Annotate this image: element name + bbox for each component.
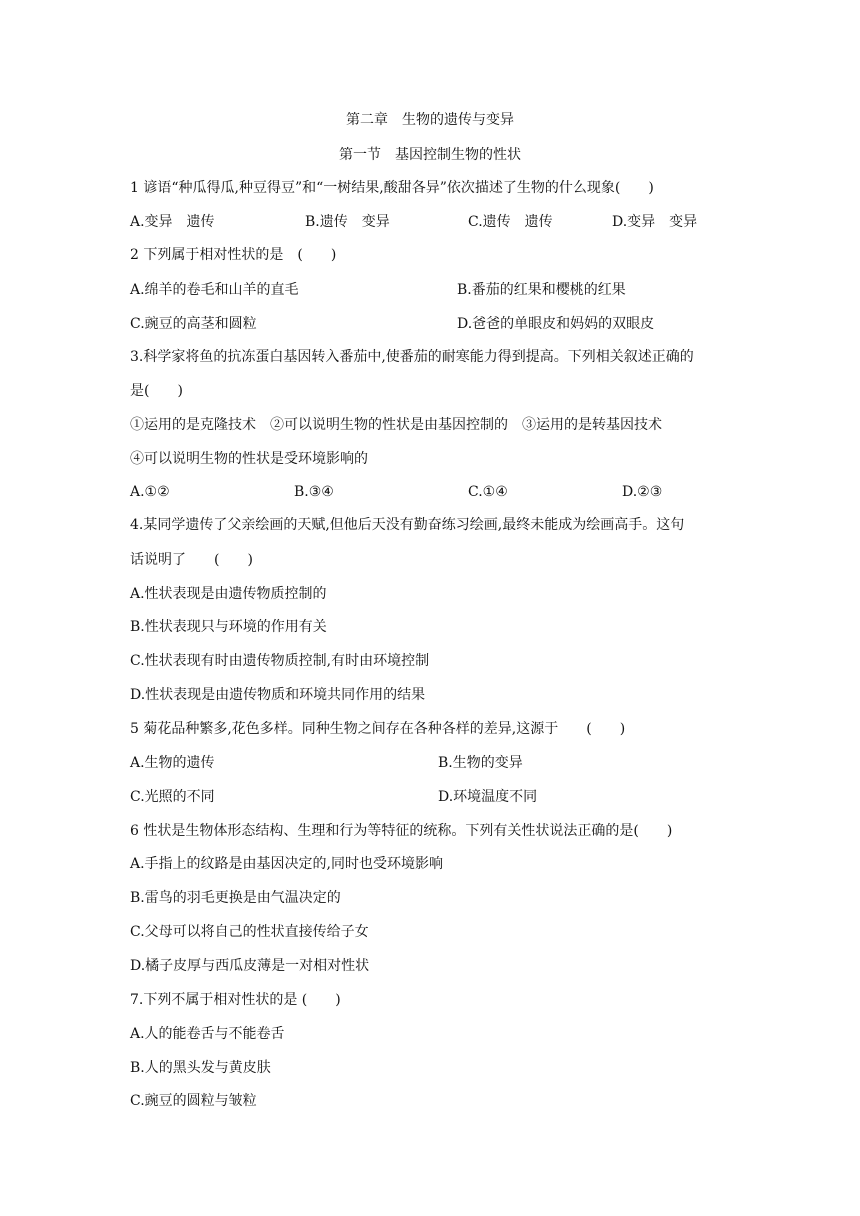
q1-option-b: B.遗传 变异 bbox=[305, 214, 390, 230]
question-6-stem: 6 性状是生物体形态结构、生理和行为等特征的统称。下列有关性状说法正确的是( ) bbox=[130, 823, 673, 839]
q6-option-b: B.雷鸟的羽毛更换是由气温决定的 bbox=[130, 890, 341, 906]
q6-option-c: C.父母可以将自己的性状直接传给子女 bbox=[130, 924, 369, 940]
question-5-stem: 5 菊花品种繁多,花色多样。同种生物之间存在各种各样的差异,这源于 ( ) bbox=[130, 721, 626, 737]
q7-option-c: C.豌豆的圆粒与皱粒 bbox=[130, 1093, 257, 1109]
q2-option-d: D.爸爸的单眼皮和妈妈的双眼皮 bbox=[457, 316, 655, 332]
q4-option-b: B.性状表现只与环境的作用有关 bbox=[130, 619, 327, 635]
q3-option-a: A.①② bbox=[130, 484, 170, 500]
q3-option-c: C.①④ bbox=[468, 484, 508, 500]
question-3-stem-line-2: 是( ) bbox=[130, 383, 183, 399]
question-7-stem: 7.下列不属于相对性状的是 ( ) bbox=[130, 992, 341, 1008]
chapter-title: 第二章 生物的遗传与变异 bbox=[346, 112, 514, 128]
q3-option-d: D.②③ bbox=[622, 484, 663, 500]
question-4-stem-line-2: 话说明了 ( ) bbox=[130, 552, 253, 568]
section-title: 第一节 基因控制生物的性状 bbox=[339, 147, 521, 163]
q6-option-d: D.橘子皮厚与西瓜皮薄是一对相对性状 bbox=[130, 958, 370, 974]
q7-option-a: A.人的能卷舌与不能卷舌 bbox=[130, 1026, 285, 1042]
question-3-statements-line-2: ④可以说明生物的性状是受环境影响的 bbox=[130, 451, 368, 467]
q5-option-c: C.光照的不同 bbox=[130, 789, 215, 805]
question-2-stem: 2 下列属于相对性状的是 ( ) bbox=[130, 247, 337, 263]
q2-option-b: B.番茄的红果和樱桃的红果 bbox=[457, 282, 626, 298]
question-1-stem: 1 谚语“种瓜得瓜,种豆得豆”和“一树结果,酸甜各异”依次描述了生物的什么现象( ) bbox=[130, 180, 654, 196]
q5-option-a: A.生物的遗传 bbox=[130, 755, 215, 771]
q4-option-c: C.性状表现有时由遗传物质控制,有时由环境控制 bbox=[130, 653, 430, 669]
question-4-stem-line-1: 4.某同学遗传了父亲绘画的天赋,但他后天没有勤奋练习绘画,最终未能成为绘画高手。这句 bbox=[130, 517, 685, 533]
q1-option-c: C.遗传 遗传 bbox=[468, 214, 553, 230]
q6-option-a: A.手指上的纹路是由基因决定的,同时也受环境影响 bbox=[130, 856, 444, 872]
question-3-statements-line-1: ①运用的是克隆技术 ②可以说明生物的性状是由基因控制的 ③运用的是转基因技术 bbox=[130, 417, 662, 433]
q3-option-b: B.③④ bbox=[294, 484, 334, 500]
q1-option-a: A.变异 遗传 bbox=[130, 214, 215, 230]
q5-option-b: B.生物的变异 bbox=[438, 755, 523, 771]
q1-option-d: D.变异 变异 bbox=[612, 214, 698, 230]
q5-option-d: D.环境温度不同 bbox=[438, 789, 538, 805]
q4-option-d: D.性状表现是由遗传物质和环境共同作用的结果 bbox=[130, 687, 426, 703]
q2-option-a: A.绵羊的卷毛和山羊的直毛 bbox=[130, 282, 299, 298]
question-3-stem-line-1: 3.科学家将鱼的抗冻蛋白基因转入番茄中,使番茄的耐寒能力得到提高。下列相关叙述正确的 bbox=[130, 349, 694, 365]
q2-option-c: C.豌豆的高茎和圆粒 bbox=[130, 316, 257, 332]
q7-option-b: B.人的黑头发与黄皮肤 bbox=[130, 1060, 271, 1076]
q4-option-a: A.性状表现是由遗传物质控制的 bbox=[130, 586, 327, 602]
